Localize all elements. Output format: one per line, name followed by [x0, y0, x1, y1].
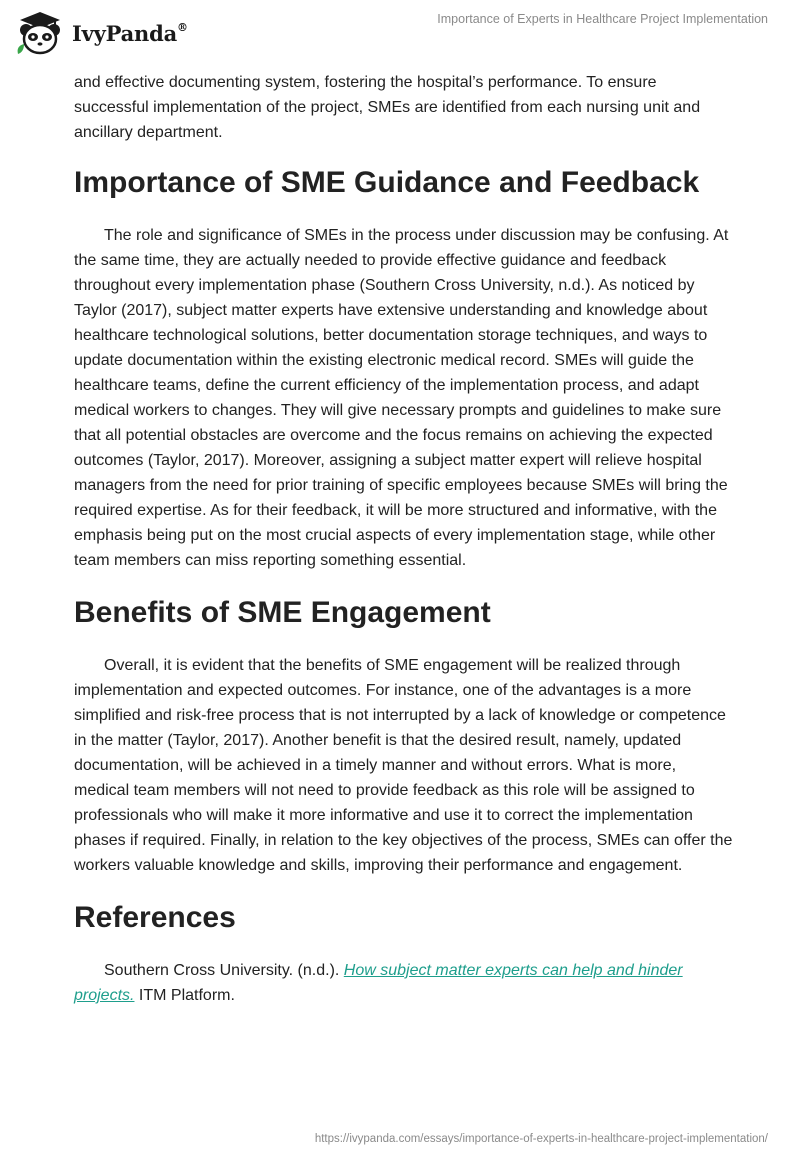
reference-author: Southern Cross University. (n.d.). — [104, 962, 344, 979]
reference-entry — [74, 958, 734, 1008]
brand-name: IvyPanda® — [72, 20, 188, 46]
section-heading-sme-guidance: Importance of SME Guidance and Feedback — [74, 166, 700, 199]
brand-logo[interactable] — [14, 10, 188, 56]
footer-url[interactable]: https://ivypanda.com/essays/importance-of-experts-in-healthcare-project-implementation/ — [314, 1133, 768, 1145]
section-body-sme-benefits: Overall, it is evident that the benefits of SME engagement will be realized through implementation and expected outcomes. For instance, one of the advantages is a more simplified and risk-free process that is not interrupted by a lack of knowledge or competence in the matter (Taylor, 2017). Another benefit is that the desired result, namely, updated documentation, will be achieved in a timely manner and without errors. What is more, medical team members will not need to provide feedback as this role will be assigned to professionals who will make it more informative and use it to correct the implementation phases if required. Finally, in relation to the key objectives of the process, SMEs can offer the workers valuable knowledge and skills, improving their performance and engagement. — [74, 657, 733, 874]
essay-content — [74, 70, 734, 1008]
references-heading: References — [74, 901, 236, 934]
intro-paragraph: and effective documenting system, fostering the hospital’s performance. To ensure successful implementation of the project, SMEs are identified from each nursing unit and ancillary department. — [74, 74, 701, 141]
panda-mascot-icon — [14, 10, 66, 56]
document-title: Importance of Experts in Healthcare Project Implementation — [437, 12, 768, 26]
section-body-sme-guidance: The role and significance of SMEs in the process under discussion may be confusing. At the same time, they are actually needed to provide effective guidance and feedback throughout every implementation phase (Southern Cross University, n.d.). As noticed by Taylor (2017), subject matter experts have extensive understanding and knowledge about healthcare technological solutions, better documentation storage techniques, and ways to update documentation within the existing electronic medical record. SMEs will guide the healthcare teams, define the current efficiency of the implementation process, and adapt medical workers to changes. They will give necessary prompts and guidelines to make sure that all potential obstacles are overcome and the focus remains on achieving the expected outcomes (Taylor, 2017). Moreover, assigning a subject matter expert will relieve hospital managers from the need for prior training of specific employees because SMEs will bring the required expertise. As for their feedback, it will be more structured and informative, with the emphasis being put on the most crucial aspects of every implementation stage, while other team members can miss reporting something essential. — [74, 227, 729, 569]
reference-publisher: ITM Platform. — [134, 987, 235, 1004]
page-header — [0, 0, 800, 70]
reference-link[interactable]: How subject matter experts can help and hinder projects. — [74, 962, 683, 1004]
registered-mark: ® — [177, 20, 188, 34]
section-heading-sme-benefits: Benefits of SME Engagement — [74, 596, 491, 629]
